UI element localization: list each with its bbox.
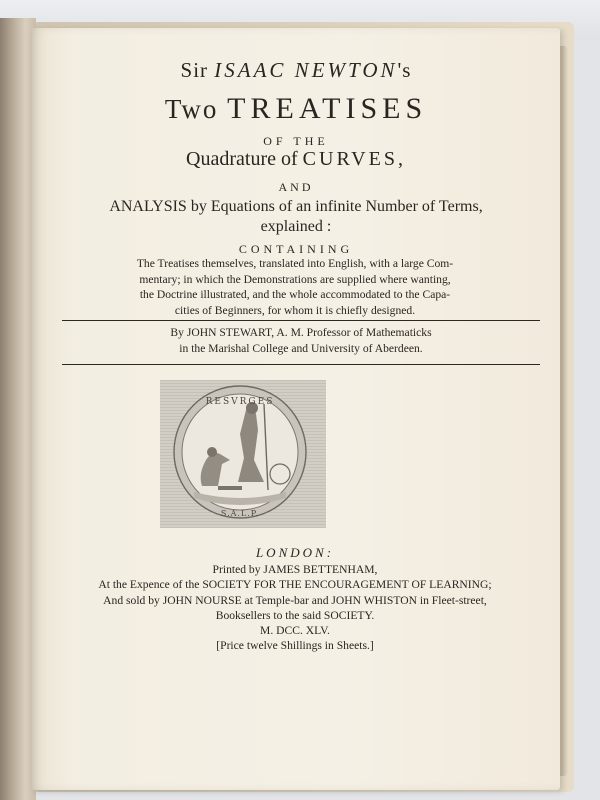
title-curves: CURVES, <box>302 148 406 170</box>
medallion-bottom-text: S.A.L.P. <box>220 509 260 518</box>
title-of-the: OF THE <box>263 134 329 148</box>
imprint-expense: At the Expence of the SOCIETY FOR THE ENCOURAGEMENT OF LEARNING; <box>98 578 492 592</box>
description-line: mentary; in which the Demonstrations are supplied where wanting, <box>139 272 451 286</box>
description-block <box>56 256 534 318</box>
title-treatises: TREATISES <box>227 92 428 125</box>
description-line: cities of Beginners, for whom it is chiefly designed. <box>174 303 416 317</box>
title-analysis: ANALYSIS by Equations of an infinite Number of Terms, <box>109 198 483 215</box>
book-left-edge <box>0 18 36 800</box>
author-block <box>56 325 546 357</box>
title-two: Two <box>164 94 219 124</box>
medallion-engraving <box>160 380 326 528</box>
title-line-quadrature <box>32 148 560 171</box>
imprint-printer: Printed by JAMES BETTENHAM, <box>212 563 378 577</box>
title-page <box>32 28 560 790</box>
imprint-block <box>56 545 534 653</box>
author-line: By JOHN STEWART, A. M. Professor of Mathematicks <box>170 326 432 339</box>
title-newton: ISAAC NEWTON <box>214 58 398 82</box>
title-and: AND <box>278 180 314 194</box>
title-containing: CONTAINING <box>238 242 354 256</box>
medallion-top-text: RESVRGES <box>205 397 275 407</box>
imprint-booksellers: Booksellers to the said SOCIETY. <box>215 608 375 622</box>
imprint-date: M. DCC. XLV. <box>260 624 330 638</box>
divider-rule-top <box>62 320 540 321</box>
title-quadrature: Quadrature of <box>186 148 298 170</box>
imprint-city: LONDON: <box>255 545 335 560</box>
title-sir: Sir <box>180 58 209 82</box>
description-line: the Doctrine illustrated, and the whole accommodated to the Capa- <box>139 288 451 301</box>
title-explained: explained : <box>260 218 332 235</box>
title-possessive: 's <box>397 58 412 82</box>
imprint-sellers: And sold by JOHN NOURSE at Temple-bar and JOHN WHISTON in Fleet-street, <box>103 593 487 607</box>
description-line: The Treatises themselves, translated into English, with a large Com- <box>136 257 454 270</box>
medallion-image <box>160 380 326 528</box>
title-line-author-name <box>32 58 560 83</box>
divider-rule-bottom <box>62 364 540 365</box>
title-line-two-treatises <box>32 92 560 126</box>
author-line: in the Marishal College and University of Aberdeen. <box>179 342 423 355</box>
imprint-price: [Price twelve Shillings in Sheets.] <box>216 639 374 653</box>
